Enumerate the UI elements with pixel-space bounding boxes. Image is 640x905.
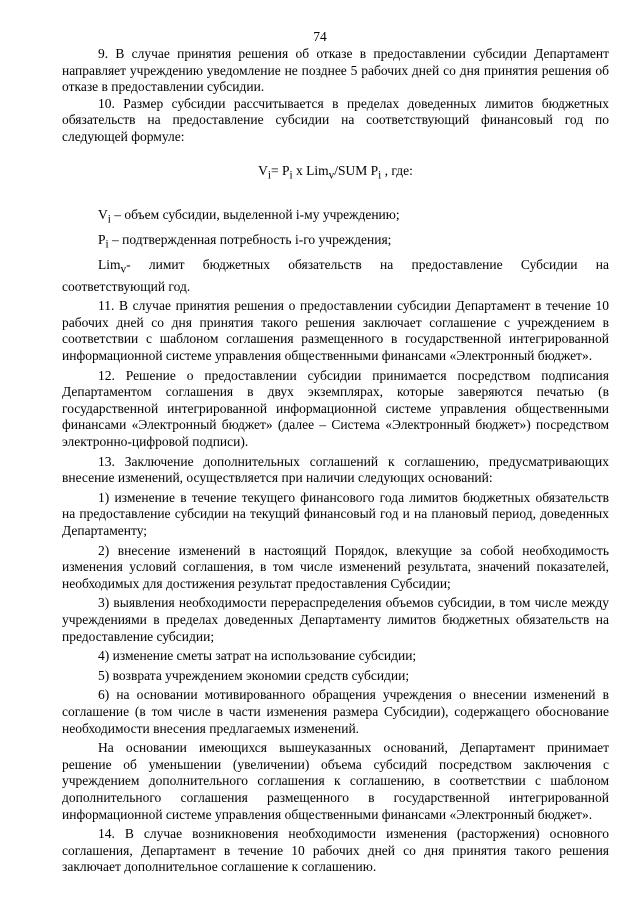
paragraph-decision: На основании имеющихся вышеуказанных оснований, Департамент принимает решение об уменьшении (увеличении) объема субсидий посредством заключения с учреждением дополнительного соглашения к соглашению, в соответствии с шаблоном дополнительного соглашения размещенного в государственной интегрированной информационной системе управления общественными финансами «Электронный бюджет». [62, 740, 609, 822]
list-item-4: 4) изменение сметы затрат на использование субсидии; [98, 648, 417, 664]
definition-p: $P_i$ – подтвержденная потребность i-го учреждения; [98, 232, 392, 251]
definition-v: $V_i$ – объем субсидии, выделенной i-му учреждению; [98, 206, 400, 226]
document-body [62, 46, 609, 876]
paragraph-14: 14. В случае возникновения необходимости изменения (расторжения) основного соглашения, Департамент в течение 10 рабочих дней со дня принятия такого решения заключает дополнительное соглашение к соглашению. [62, 826, 609, 875]
paragraph-9: 9. В случае принятия решения об отказе в предоставлении субсидии Департамент направляет учреждению уведомление не позднее 5 рабочих дней со дня принятия решения об отказе в предоставлении субсидии. [62, 46, 609, 95]
paragraph-10: 10. Размер субсидии рассчитывается в пределах доведенных лимитов бюджетных обязательств на предоставление субсидии на соответствующий финансовый год по следующей формуле: [62, 95, 609, 144]
list-item-6: 6) на основании мотивированного обращения учреждения о внесении изменений в соглашение (в том числе в части изменения размера Субсидии), содержащего обоснование необходимости внесения предлагаемых изменений. [62, 687, 609, 736]
definition-lim: Lim$_v$- лимит бюджетных обязательств на предоставление Субсидии на соответствующий год. [62, 257, 609, 294]
paragraph-12: 12. Решение о предоставлении субсидии принимается посредством подписания Департаментом соглашения в двух экземплярах, которые заверяются печатью (в государственной интегрированной информационной системе управления общественными финансами «Электронный бюджет» (далее – Система «Электронный бюджет») посредством электронно-цифровой подписи). [62, 367, 609, 450]
list-item-1: 1) изменение в течение текущего финансового года лимитов бюджетных обязательств на предоставление субсидии на текущий финансовый год и на плановый период, доведенных Департаменту; [62, 489, 609, 538]
list-item-5: 5) возврата учреждением экономии средств субсидии; [98, 667, 410, 683]
subsidy-formula: $V_i= P_i$ x Lim$_v$/SUM $P_i$ , где: [258, 162, 413, 182]
paragraph-11: 11. В случае принятия решения о предоставлении субсидии Департамент в течение 10 рабочих дней со дня принятия такого решения заключает соглашение с учреждением в соответствии с шаблоном соглашения размещенного в государственной интегрированной информационной системе управления общественными финансами «Электронный бюджет». [62, 298, 609, 364]
list-item-2: 2) внесение изменений в настоящий Порядок, влекущие за собой необходимость изменения условий соглашения, в том числе изменений результата, значений показателей, необходимых для достижения результат предоставления Субсидии; [62, 542, 609, 591]
page-number: 74 [313, 29, 327, 44]
paragraph-13: 13. Заключение дополнительных соглашений к соглашению, предусматривающих внесение изменений, осуществляется при наличии следующих оснований: [62, 453, 609, 486]
list-item-3: 3) выявления необходимости перераспределения объемов субсидии, в том числе между учреждениями в пределах доведенных Департаменту лимитов бюджетных обязательств на предоставление субсидии; [62, 595, 609, 644]
